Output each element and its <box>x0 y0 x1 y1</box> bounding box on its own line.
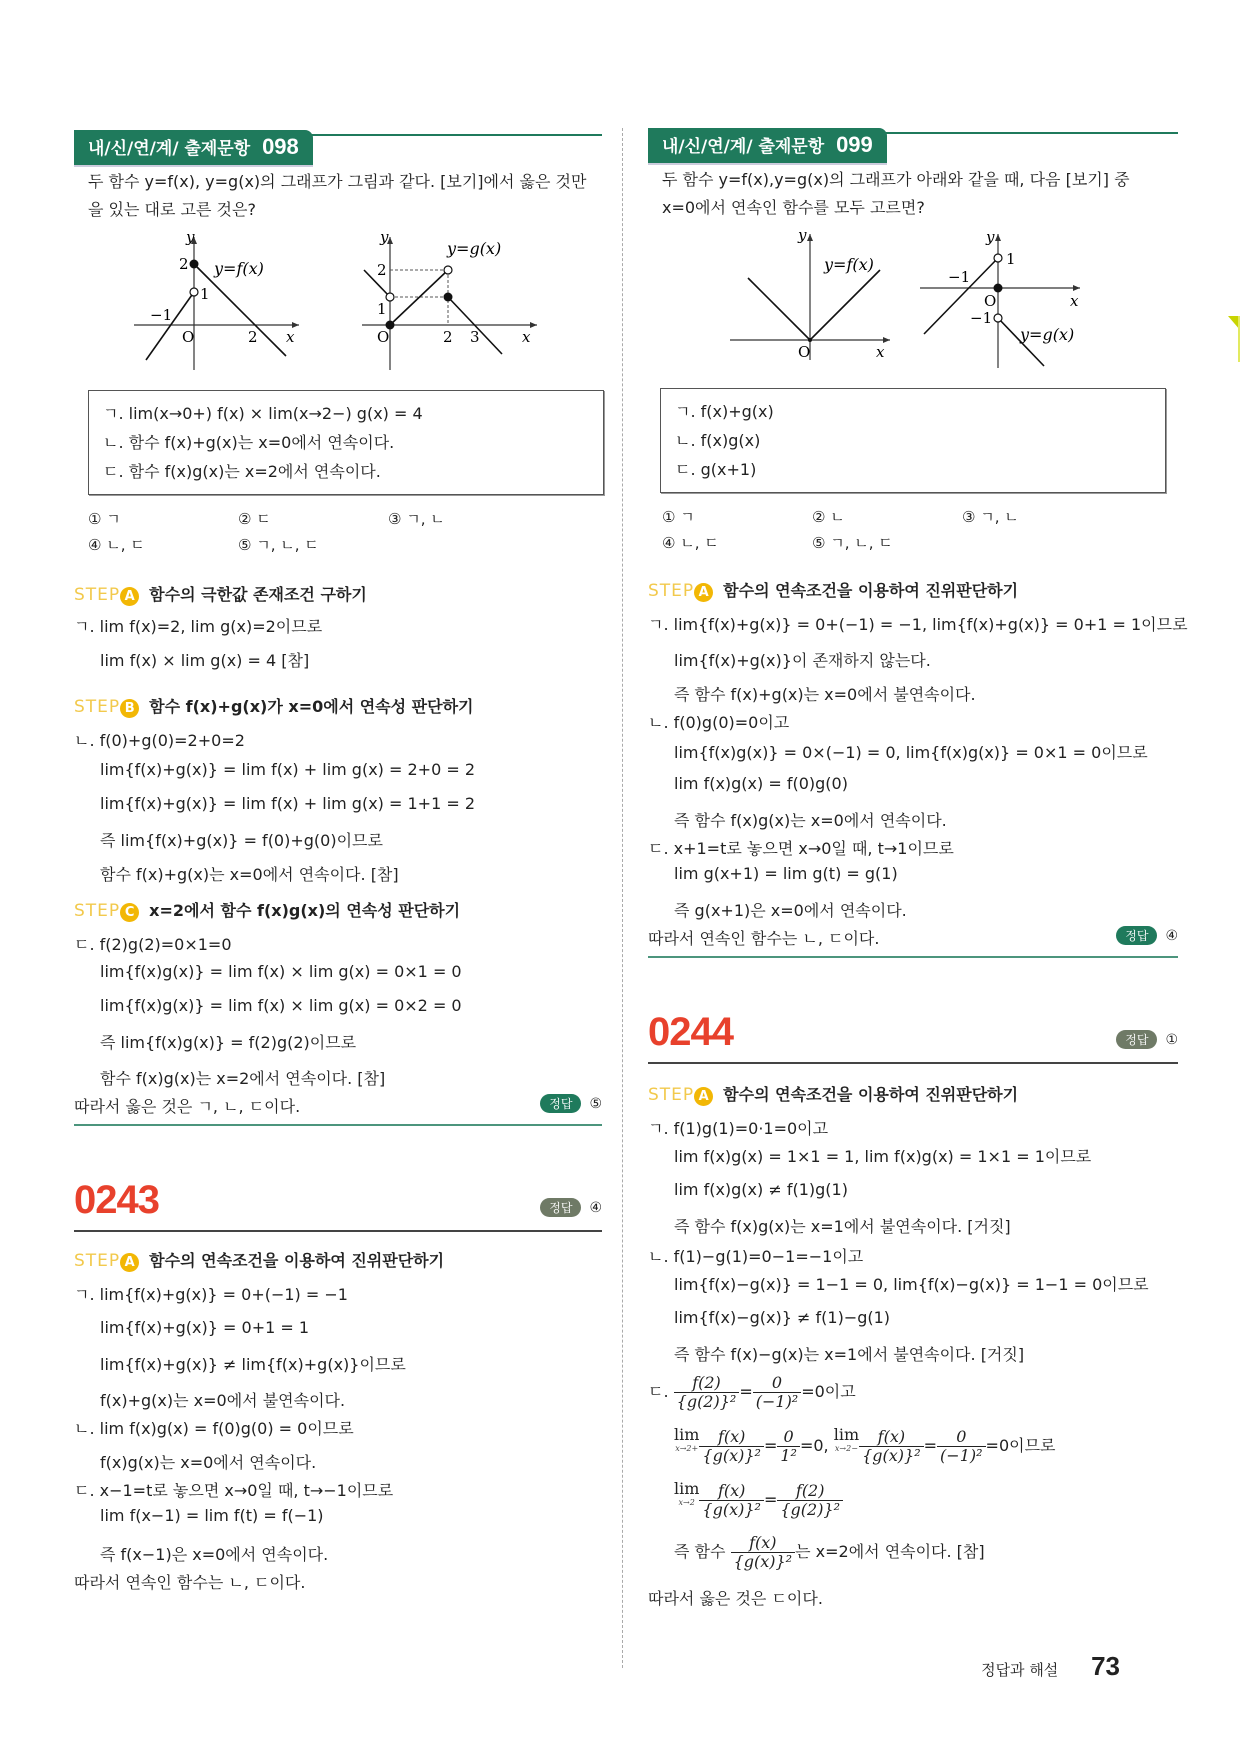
svg-text:y: y <box>986 230 995 246</box>
choice-3[interactable]: ③ ㄱ, ㄴ <box>388 510 445 528</box>
solution-line: lim{f(x)−g(x)} = 1−1 = 0, lim{f(x)−g(x)} = 1−1 = 0이므로 <box>674 1275 1149 1294</box>
solution-line: lim{f(x)g(x)} = lim f(x) × lim g(x) = 0×2 = 0 <box>100 996 462 1015</box>
svg-text:x: x <box>876 343 885 360</box>
bogi-box <box>88 390 604 495</box>
answer-badge <box>1116 926 1178 945</box>
step-letter-badge: A <box>120 587 139 606</box>
svg-text:−1: −1 <box>948 268 971 286</box>
graph-g-label: y=g(x) <box>447 239 502 258</box>
conclusion-line: 따라서 연속인 함수는 ㄴ, ㄷ이다. <box>74 1573 306 1592</box>
svg-text:x: x <box>522 328 531 346</box>
question-line: 을 있는 대로 고른 것은? <box>88 200 256 219</box>
section-rule <box>648 956 1178 958</box>
problem-banner <box>648 128 887 163</box>
fraction: $\frac{0}{\text{(−1)²}}$ <box>753 1374 801 1411</box>
solution-line: lim{f(x)+g(x)} ≠ lim{f(x)+g(x)}이므로 <box>100 1355 406 1374</box>
answer-badge <box>1116 1030 1178 1049</box>
solution-line: ㄴ. lim f(x)g(x) = f(0)g(0) = 0이므로 <box>74 1419 354 1438</box>
fraction: $\frac{0}{\text{1²}}$ <box>777 1428 800 1465</box>
bogi-item: ㄱ. lim(x→0+) f(x) × lim(x→2−) g(x) = 4 <box>103 404 423 423</box>
step-a-heading: STEP A 함수의 연속조건을 이용하여 진위판단하기 <box>74 1251 445 1271</box>
solution-line: 즉 함수 f(x)g(x)는 x=1에서 불연속이다. [거짓] <box>674 1217 1011 1236</box>
question-line: 두 함수 y=f(x), y=g(x)의 그래프가 그림과 같다. [보기]에서 옳은 것만 <box>88 172 587 191</box>
solution-line: ㄱ. lim{f(x)+g(x)} = 0+(−1) = −1, lim{f(x)+g(x)} = 0+1 = 1이므로 <box>648 615 1188 634</box>
solution-line: 즉 f(x−1)은 x=0에서 연속이다. <box>100 1545 329 1564</box>
bogi-item: ㄱ. f(x)+g(x) <box>675 402 774 421</box>
answer-choices <box>88 506 588 558</box>
svg-text:2: 2 <box>377 261 387 279</box>
solution-line: ㄱ. lim{f(x)+g(x)} = 0+(−1) = −1 <box>74 1285 348 1304</box>
section-rule <box>74 1124 602 1126</box>
choice-2[interactable]: ② ㄷ <box>238 510 271 528</box>
solution-line: lim f(x)g(x) = f(0)g(0) <box>674 774 848 793</box>
step-title: 함수의 극한값 존재조건 구하기 <box>149 585 367 604</box>
graph-f-label: y=f(x) <box>214 259 264 278</box>
svg-text:2: 2 <box>179 255 189 273</box>
svg-text:−1: −1 <box>970 309 993 327</box>
banner-label: 내/신/연/계/ 출제문항 <box>662 137 825 157</box>
step-title: x=2에서 함수 f(x)g(x)의 연속성 판단하기 <box>149 901 461 920</box>
problem-number: 0243 <box>74 1178 159 1222</box>
banner-rule <box>868 132 1178 134</box>
answer-badge <box>540 1198 602 1217</box>
step-letter-badge: C <box>120 903 139 922</box>
step-a-heading: STEP A 함수의 연속조건을 이용하여 진위판단하기 <box>648 1085 1019 1105</box>
section-rule <box>648 1062 1178 1064</box>
solution-fraction-line: lim x→2+ $\frac{f(x)}{\text{\{g(x)\}²}}$ = $\frac{0}{\text{1²}}$ =0, lim x→2− $\frac{f(x)}{\text{\{g(x)\}²}}$ = $\frac{0}{\text{(−1)²}}$ =0이므로 <box>674 1425 1056 1465</box>
solution-line: lim{f(x)−g(x)} ≠ f(1)−g(1) <box>674 1308 891 1327</box>
answer-value: ① <box>1165 1032 1178 1048</box>
fraction: $\frac{0}{\text{(−1)²}}$ <box>937 1428 985 1465</box>
solution-fraction-line: lim x→2 $\frac{f(x)}{\text{\{g(x)\}²}}$ = $\frac{f(2)}{\text{\{g(2)\}²}}$ <box>674 1482 843 1519</box>
step-letter-badge: B <box>120 699 139 718</box>
svg-text:2: 2 <box>443 328 453 346</box>
problem-banner <box>74 130 313 165</box>
column-divider <box>622 128 623 1668</box>
svg-text:1: 1 <box>377 300 387 318</box>
solution-line: lim{f(x)+g(x)}이 존재하지 않는다. <box>674 651 931 670</box>
banner-rule <box>294 134 602 136</box>
svg-text:O: O <box>798 343 811 360</box>
solution-line: lim f(x−1) = lim f(t) = f(−1) <box>100 1506 324 1525</box>
choice-4[interactable]: ④ ㄴ, ㄷ <box>88 536 145 554</box>
choice-1[interactable]: ① ㄱ <box>88 510 121 528</box>
solution-line: lim{f(x)+g(x)} = lim f(x) + lim g(x) = 1+1 = 2 <box>100 794 476 813</box>
svg-text:O: O <box>377 328 390 346</box>
solution-line: lim{f(x)g(x)} = 0×(−1) = 0, lim{f(x)g(x)} = 0×1 = 0이므로 <box>674 743 1148 762</box>
fraction: $\frac{f(x)}{\text{\{g(x)\}²}}$ <box>731 1534 796 1571</box>
solution-line: 즉 함수 f(x)+g(x)는 x=0에서 불연속이다. <box>674 685 976 704</box>
svg-text:O: O <box>182 328 195 346</box>
question-text <box>662 166 1130 222</box>
solution-line: 즉 함수 f(x)g(x)는 x=0에서 연속이다. <box>674 811 947 830</box>
step-letter-badge: A <box>120 1253 139 1272</box>
answer-pill: 정답 <box>540 1094 581 1113</box>
solution-line: lim f(x)g(x) ≠ f(1)g(1) <box>674 1180 848 1199</box>
fraction: $\frac{f(x)}{\text{\{g(x)\}²}}$ <box>859 1428 924 1465</box>
solution-line: 즉 함수 f(x)−g(x)는 x=1에서 불연속이다. [거짓] <box>674 1345 1025 1364</box>
solution-line: lim f(x) × lim g(x) = 4 [참] <box>100 651 310 670</box>
banner-label: 내/신/연/계/ 출제문항 <box>88 139 251 159</box>
graph-g <box>920 230 1100 368</box>
graph-g <box>362 232 542 370</box>
page-footer <box>981 1651 1120 1682</box>
page-number: 73 <box>1091 1651 1120 1681</box>
banner-row <box>74 130 602 166</box>
graph-f <box>134 232 304 370</box>
banner-number: 098 <box>262 134 299 159</box>
answer-pill: 정답 <box>1116 926 1157 945</box>
svg-text:y: y <box>798 230 807 244</box>
banner-number: 099 <box>836 132 873 157</box>
answer-pill: 정답 <box>1116 1030 1157 1049</box>
step-c-heading: STEP C x=2에서 함수 f(x)g(x)의 연속성 판단하기 <box>74 901 461 921</box>
svg-text:−1: −1 <box>150 306 173 324</box>
solution-line: f(x)+g(x)는 x=0에서 불연속이다. <box>100 1391 346 1410</box>
answer-value: ④ <box>589 1200 602 1216</box>
solution-line: lim f(x)g(x) = 1×1 = 1, lim f(x)g(x) = 1×1 = 1이므로 <box>674 1147 1092 1166</box>
banner-row <box>648 128 1178 164</box>
page-edge-tab <box>1228 316 1240 362</box>
svg-text:O: O <box>984 292 997 310</box>
solution-line: lim g(x+1) = lim g(t) = g(1) <box>674 864 898 883</box>
solution-line: 함수 f(x)+g(x)는 x=0에서 연속이다. [참] <box>100 865 399 884</box>
solution-line: 즉 lim{f(x)+g(x)} = f(0)+g(0)이므로 <box>100 831 383 850</box>
bogi-item: ㄴ. 함수 f(x)+g(x)는 x=0에서 연속이다. <box>103 433 395 452</box>
solution-line: lim{f(x)g(x)} = lim f(x) × lim g(x) = 0×1 = 0 <box>100 962 462 981</box>
svg-text:1: 1 <box>200 285 210 303</box>
fraction: $\frac{f(x)}{\text{\{g(x)\}²}}$ <box>699 1428 764 1465</box>
solution-line: ㄱ. f(1)g(1)=0·1=0이고 <box>648 1119 829 1138</box>
choice-1[interactable]: ① ㄱ <box>662 508 695 526</box>
answer-value: ⑤ <box>589 1096 602 1112</box>
graph-g-label: y=g(x) <box>1020 325 1075 344</box>
step-title: 함수 f(x)+g(x)가 x=0에서 연속성 판단하기 <box>149 697 474 716</box>
svg-text:3: 3 <box>470 328 480 346</box>
solution-line: 함수 f(x)g(x)는 x=2에서 연속이다. [참] <box>100 1069 386 1088</box>
answer-choices <box>662 504 1162 556</box>
bogi-item: ㄷ. g(x+1) <box>675 460 757 479</box>
fraction: $\frac{f(x)}{\text{\{g(x)\}²}}$ <box>699 1482 764 1519</box>
svg-text:1: 1 <box>1006 250 1016 268</box>
step-letter-badge: A <box>694 583 713 602</box>
svg-text:x: x <box>286 328 295 346</box>
conclusion-line: 따라서 옳은 것은 ㄱ, ㄴ, ㄷ이다. <box>74 1097 301 1116</box>
graph-f <box>730 230 900 360</box>
solution-line: lim{f(x)+g(x)} = 0+1 = 1 <box>100 1318 310 1337</box>
solution-line: 즉 lim{f(x)g(x)} = f(2)g(2)이므로 <box>100 1033 357 1052</box>
solution-line: ㄱ. lim f(x)=2, lim g(x)=2이므로 <box>74 617 323 636</box>
solution-line: f(x)g(x)는 x=0에서 연속이다. <box>100 1453 317 1472</box>
svg-text:2: 2 <box>248 328 258 346</box>
solution-line: ㄴ. f(0)g(0)=0이고 <box>648 713 790 732</box>
choice-4[interactable]: ④ ㄴ, ㄷ <box>662 534 719 552</box>
step-a-heading: STEP A 함수의 연속조건을 이용하여 진위판단하기 <box>648 581 1019 601</box>
answer-value: ④ <box>1165 928 1178 944</box>
svg-text:y: y <box>380 232 389 246</box>
solution-line: ㄷ. x+1=t로 놓으면 x→0일 때, t→1이므로 <box>648 839 954 858</box>
choice-2[interactable]: ② ㄴ <box>812 508 845 526</box>
problem-number: 0244 <box>648 1010 733 1054</box>
step-title: 함수의 연속조건을 이용하여 진위판단하기 <box>723 1085 1019 1104</box>
fraction: $\frac{f(2)}{\text{\{g(2)\}²}}$ <box>777 1482 843 1519</box>
step-letter-badge: A <box>694 1087 713 1106</box>
answer-pill: 정답 <box>540 1198 581 1217</box>
step-b-heading: STEP B 함수 f(x)+g(x)가 x=0에서 연속성 판단하기 <box>74 697 474 717</box>
solution-line: ㄴ. f(1)−g(1)=0−1=−1이고 <box>648 1247 864 1266</box>
solution-line: 즉 g(x+1)은 x=0에서 연속이다. <box>674 901 907 920</box>
question-line: x=0에서 연속인 함수를 모두 고르면? <box>662 198 925 217</box>
conclusion-line: 따라서 옳은 것은 ㄷ이다. <box>648 1589 823 1608</box>
choice-5[interactable]: ⑤ ㄱ, ㄴ, ㄷ <box>812 534 893 552</box>
bogi-box <box>660 388 1166 493</box>
solution-line: ㄴ. f(0)+g(0)=2+0=2 <box>74 731 245 750</box>
graph-f-label: y=f(x) <box>824 255 874 274</box>
svg-text:x: x <box>1070 292 1079 310</box>
bogi-item: ㄴ. f(x)g(x) <box>675 431 761 450</box>
svg-text:y: y <box>186 232 195 246</box>
step-title: 함수의 연속조건을 이용하여 진위판단하기 <box>723 581 1019 600</box>
choice-3[interactable]: ③ ㄱ, ㄴ <box>962 508 1019 526</box>
step-a-heading: STEP A 함수의 극한값 존재조건 구하기 <box>74 585 367 605</box>
choice-5[interactable]: ⑤ ㄱ, ㄴ, ㄷ <box>238 536 319 554</box>
conclusion-line: 따라서 연속인 함수는 ㄴ, ㄷ이다. <box>648 929 880 948</box>
step-title: 함수의 연속조건을 이용하여 진위판단하기 <box>149 1251 445 1270</box>
solution-line: ㄷ. f(2)g(2)=0×1=0 <box>74 935 232 954</box>
question-text <box>88 168 586 224</box>
bogi-item: ㄷ. 함수 f(x)g(x)는 x=2에서 연속이다. <box>103 462 381 481</box>
answer-badge <box>540 1094 602 1113</box>
footer-label: 정답과 해설 <box>981 1661 1059 1679</box>
solution-fraction-line: 즉 함수 $\frac{f(x)}{\text{\{g(x)\}²}}$ 는 x=2에서 연속이다. [참] <box>674 1533 985 1571</box>
solution-line: ㄷ. x−1=t로 놓으면 x→0일 때, t→−1이므로 <box>74 1481 394 1500</box>
solution-line: lim{f(x)+g(x)} = lim f(x) + lim g(x) = 2+0 = 2 <box>100 760 476 779</box>
solution-fraction-line: ㄷ. $\frac{f(2)}{\text{\{g(2)\}²}}$ = $\frac{0}{\text{(−1)²}}$ =0이고 <box>648 1373 856 1411</box>
question-line: 두 함수 y=f(x),y=g(x)의 그래프가 아래와 같을 때, 다음 [보기] 중 <box>662 170 1130 189</box>
section-rule <box>74 1230 602 1232</box>
fraction: $\frac{f(2)}{\text{\{g(2)\}²}}$ <box>674 1374 740 1411</box>
